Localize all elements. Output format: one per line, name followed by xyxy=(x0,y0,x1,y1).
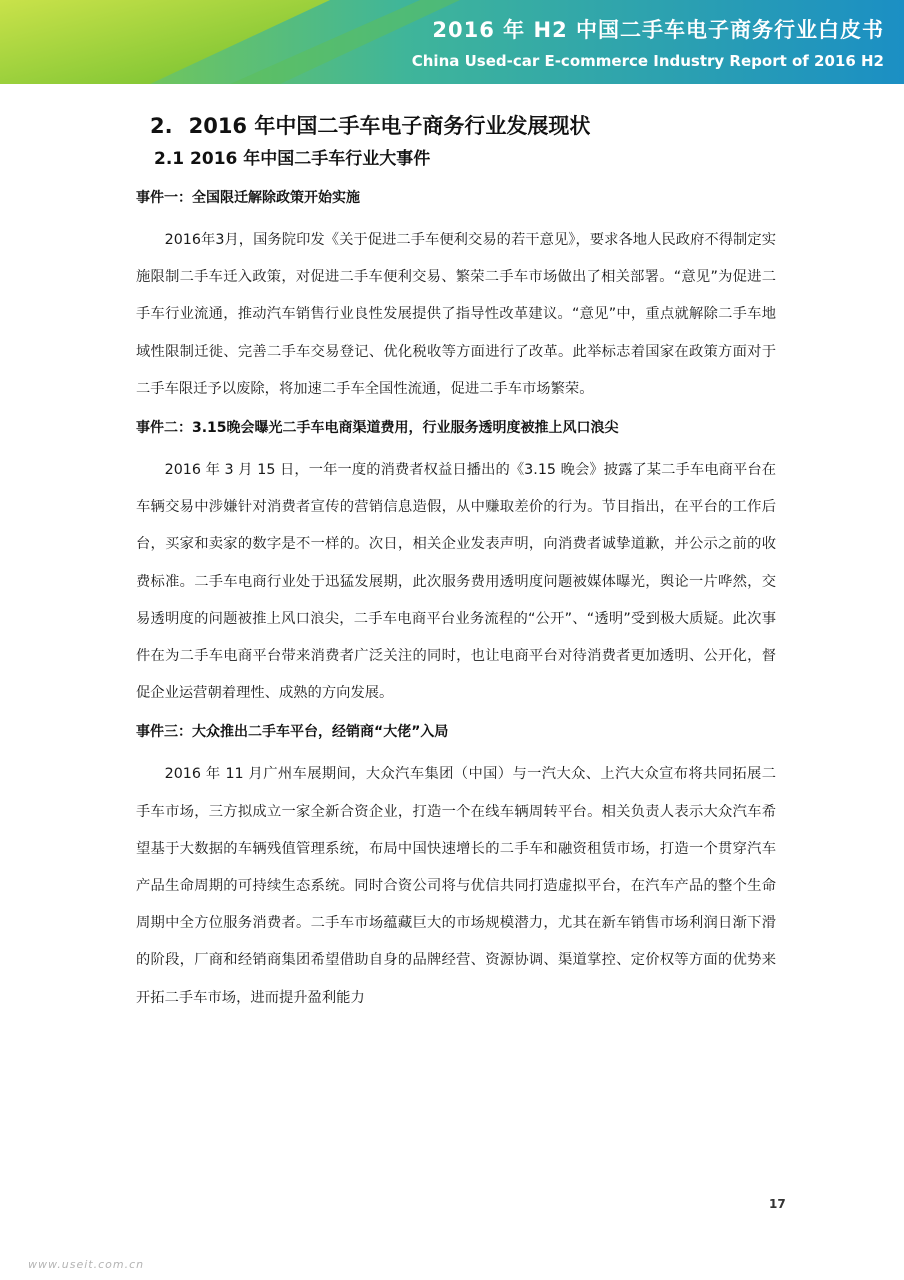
event-title: 事件二：3.15晚会曝光二手车电商渠道费用，行业服务透明度被推上风口浪尖 xyxy=(136,420,619,437)
report-title: 2016 年 H2 中国二手车电子商务行业白皮书 xyxy=(432,18,884,42)
section-heading xyxy=(150,108,776,144)
event-block-1 xyxy=(136,186,776,408)
subsection-heading: 2.1 2016 年中国二手车行业大事件 xyxy=(154,149,431,169)
event-paragraph: 2016 年 3 月 15 日，一年一度的消费者权益日播出的《3.15 晚会》披露了某二手车电商平台在车辆交易中涉嫌针对消费者宣传的营销信息造假，从中赚取差价的行为。节目指出，在平台的工作后台，买家和卖家的数字是不一样的。次日，相关企业发表声明，向消费者诚挚道歉，并公示之前的收费标准。二手车电商行业处于迅猛发展期，此次服务费用透明度问题被媒体曝光，舆论一片哗然，交易透明度的问题被推上风口浪尖，二手车电商平台业务流程的“公开”、“透明”受到极大质疑。此次事件在为二手车电商平台带来消费者广泛关注的同时，也让电商平台对待消费者更加透明、公开化，督促企业运营朝着理性、成熟的方向发展。 xyxy=(136,462,776,702)
event-title: 事件三：大众推出二手车平台，经销商“大佬”入局 xyxy=(136,724,449,741)
header-banner xyxy=(0,0,904,84)
event-title: 事件一：全国限迁解除政策开始实施 xyxy=(136,190,360,206)
report-subtitle: China Used-car E-commerce Industry Report of 2016 H2 xyxy=(411,52,884,70)
document-body xyxy=(136,108,776,1025)
event-block-2 xyxy=(136,416,776,712)
event-paragraph: 2016年3月，国务院印发《关于促进二手车便利交易的若干意见》，要求各地人民政府不得制定实施限制二手车迁入政策，对促进二手车便利交易、繁荣二手车市场做出了相关部署。“意见”为促进二手车行业流通，推动汽车销售行业良性发展提供了指导性改革建议。“意见”中，重点就解除二手车地域性限制迁徙、完善二手车交易登记、优化税收等方面进行了改革。此举标志着国家在政策方面对于二手车限迁予以废除，将加速二手车全国性流通，促进二手车市场繁荣。 xyxy=(136,232,776,397)
watermark: www.useit.com.cn xyxy=(28,1258,145,1271)
page-number: 17 xyxy=(769,1197,786,1211)
event-block-3 xyxy=(136,720,776,1016)
event-paragraph: 2016 年 11 月广州车展期间，大众汽车集团（中国）与一汽大众、上汽大众宣布将共同拓展二手车市场，三方拟成立一家全新合资企业，打造一个在线车辆周转平台。相关负责人表示大众汽车希望基于大数据的车辆残值管理系统，布局中国快速增长的二手车和融资租赁市场，打造一个贯穿汽车产品生命周期的可持续生态系统。同时合资公司将与优信共同打造虚拟平台，在汽车产品的整个生命周期中全方位服务消费者。二手车市场蕴藏巨大的市场规模潜力，尤其在新车销售市场利润日渐下滑的阶段，厂商和经销商集团希望借助自身的品牌经营、资源协调、渠道掌控、定价权等方面的优势来开拓二手车市场，进而提升盈利能力 xyxy=(136,766,776,1006)
section-title: 2016 年中国二手车电子商务行业发展现状 xyxy=(188,114,591,138)
section-number: 2. xyxy=(150,114,173,138)
